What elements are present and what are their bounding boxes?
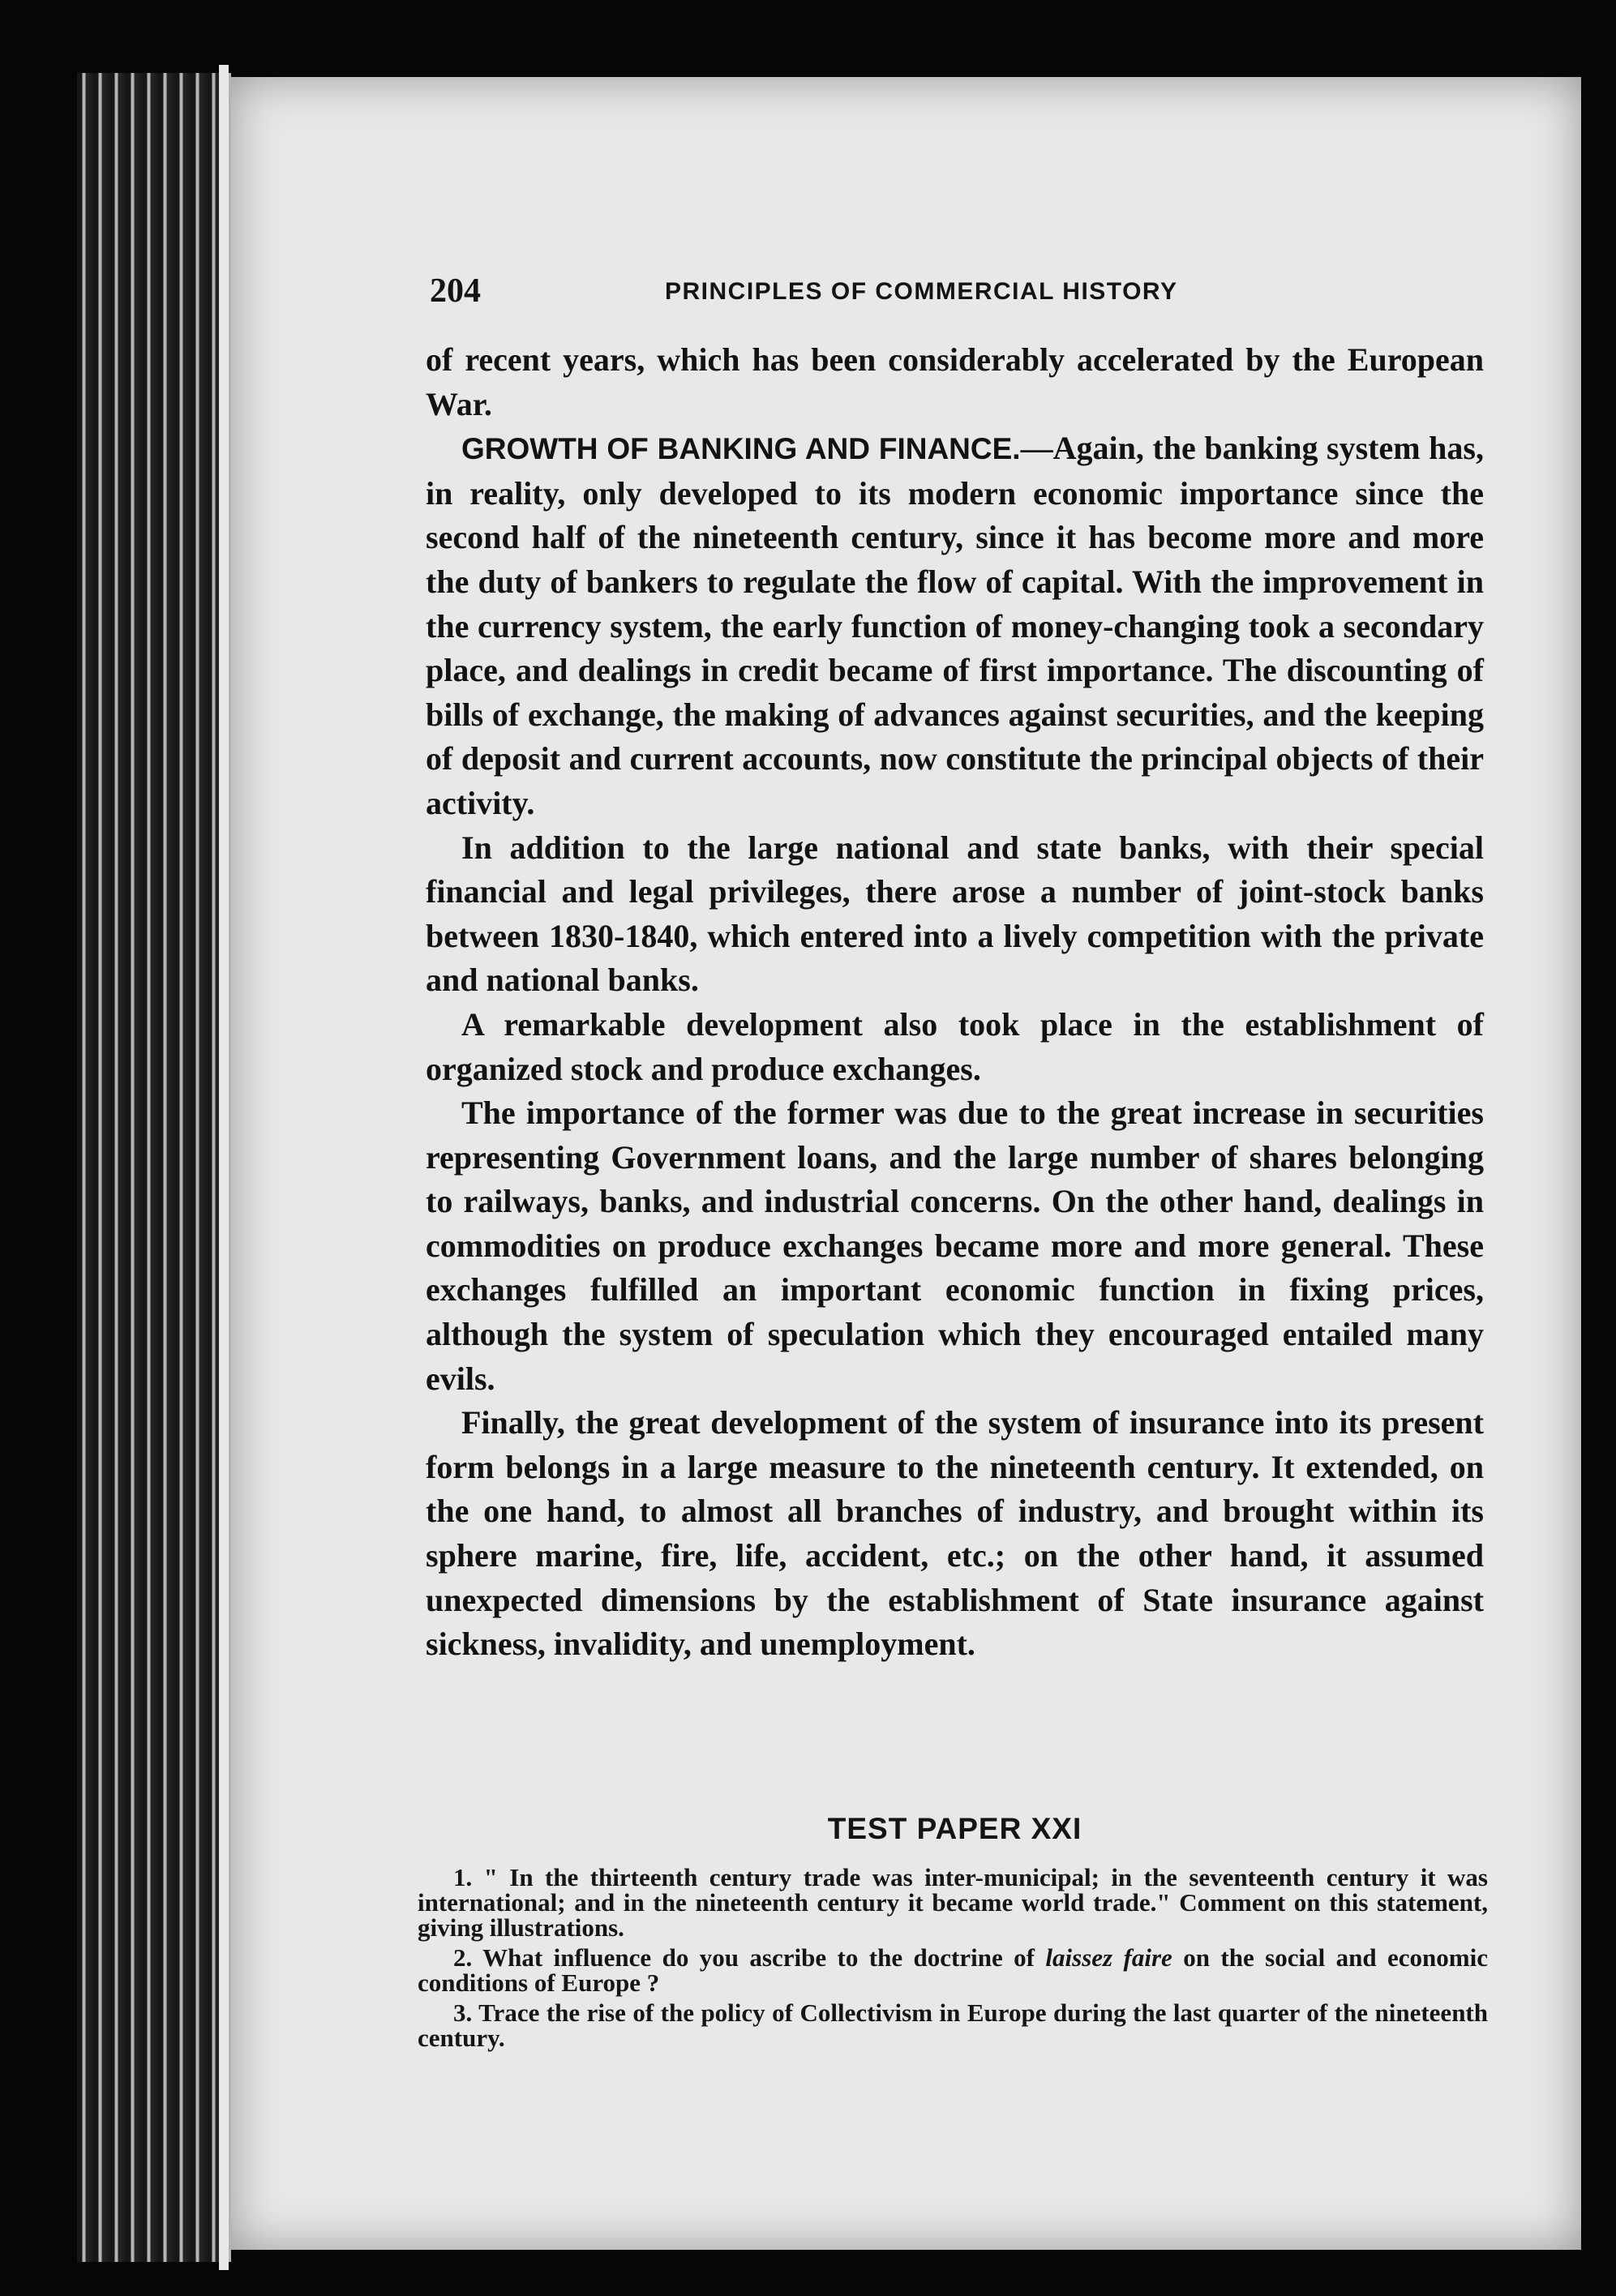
test-paper-questions — [418, 1865, 1488, 2055]
body-text — [426, 338, 1484, 1667]
paragraph-importance: The importance of the former was due to the great increase in securities representing Government loans, and the large number of shares belonging to railways, banks, and industrial concerns. On the other hand, dealings in commodities on produce exchanges became more and more general. These exchanges fulfilled an important economic function in fixing prices, although the system of speculation which they encouraged entailed many evils. — [426, 1094, 1484, 1397]
paragraph-banking — [426, 426, 1484, 825]
paragraph-insurance: Finally, the great development of the system of insurance into its present form belongs in a large measure to the nineteenth century. It extended, on the one hand, to almost all branches of industry, and brought within its sphere marine, fire, life, accident, etc.; on the other hand, it assumed unexpected dimensions by the establishment of State insurance against sickness, invalidity, and unemployment. — [426, 1404, 1484, 1663]
book-page — [231, 77, 1581, 2250]
question-3: 3. Trace the rise of the policy of Collectivism in Europe during the last quarter of the nineteenth century. — [418, 1998, 1488, 2052]
question-2-italic-term: laissez faire — [1045, 1943, 1172, 1972]
question-2-start: 2. What influence do you ascribe to the doctrine of — [453, 1943, 1046, 1972]
question-2 — [418, 1945, 1488, 1995]
paragraph-continuation: of recent years, which has been considerably accelerated by the European War. — [426, 341, 1484, 422]
section-heading: GROWTH OF BANKING AND FINANCE. — [461, 432, 1021, 466]
paragraph-banking-text: —Again, the banking system has, in reality, only developed to its modern economic importance since the second half of the nineteenth century, since it has become more and more the duty of bankers to regulate the flow of capital. With the improvement in the currency system, the early function of money-changing took a secondary place, and dealings in credit became of first importance. The discounting of bills of exchange, the making of advances against securities, and the keeping of deposit and current accounts, now constitute the principal objects of their activity. — [426, 430, 1484, 821]
book-page-edges — [77, 73, 231, 2262]
question-1: 1. " In the thirteenth century trade was inter-municipal; in the seventeenth century it was international; and in the nineteenth century it became world trade." Comment on this statement, giving illustrations. — [418, 1863, 1488, 1942]
book-page-edge-highlight — [219, 65, 229, 2270]
question-2-end: on the social and economic conditions of Europe ? — [418, 1943, 1488, 1997]
paragraph-joint-stock: In addition to the large national and state banks, with their special financial and legal privileges, there arose a number of joint-stock banks between 1830-1840, which entered into a lively competition with the private and national banks. — [426, 829, 1484, 999]
test-paper-title: TEST PAPER XXI — [827, 1812, 1082, 1845]
page-number: 204 — [430, 272, 481, 310]
running-head — [430, 272, 1516, 320]
running-title: PRINCIPLES OF COMMERCIAL HISTORY — [665, 278, 1178, 305]
paragraph-exchanges: A remarkable development also took place in the establishment of organized stock and produce exchanges. — [426, 1005, 1484, 1087]
